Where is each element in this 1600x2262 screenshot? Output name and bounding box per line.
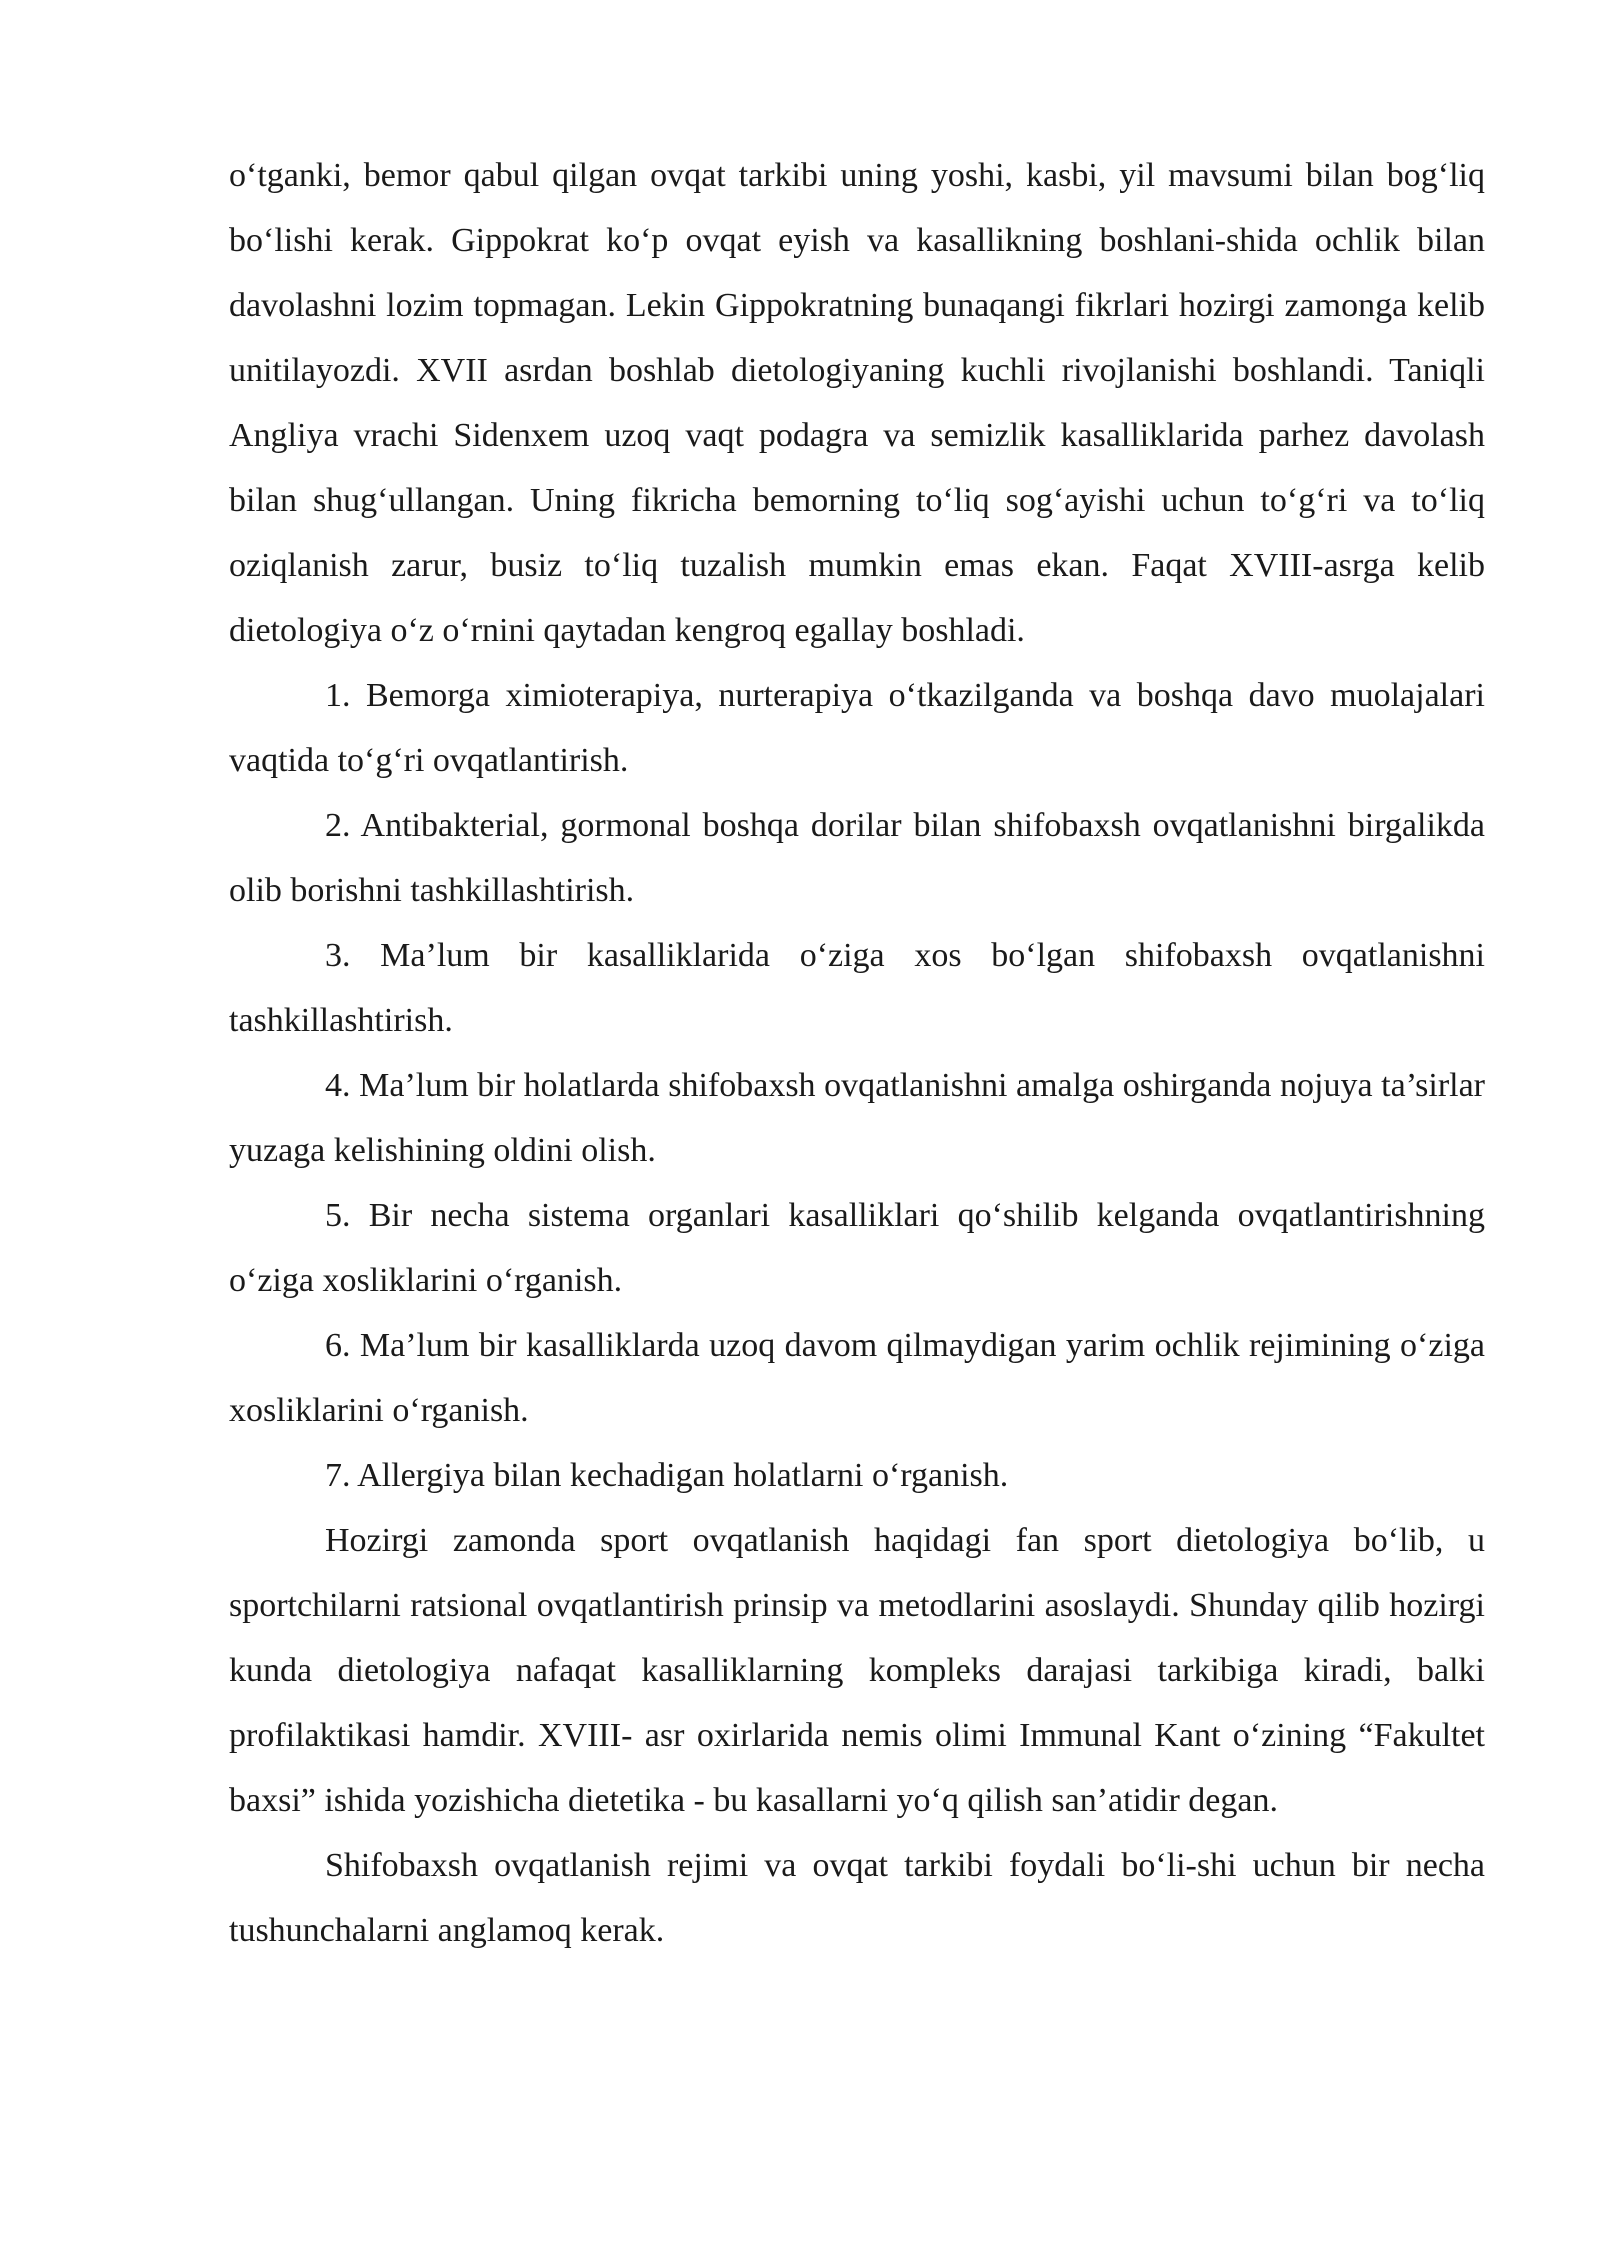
paragraph-history: o‘tganki, bemor qabul qilgan ovqat tarkibi uning yoshi, kasbi, yil mavsumi bilan bog‘liq bo‘lishi kerak. Gippokrat ko‘p ovqat eyish va kasallikning boshlani-shida ochlik bilan davolashni lozim topmagan. Lekin Gippokratning bunaqangi fikrlari hozirgi zamonga kelib unitilayozdi. XVII asrdan boshlab dietologiyaning kuchli rivojlanishi boshlandi. Taniqli Angliya vrachi Sidenxem uzoq vaqt podagra va semizlik kasalliklarida parhez davolash bilan shug‘ullangan. Uning fikricha bemorning to‘liq sog‘ayishi uchun to‘g‘ri va to‘liq oziqlanish zarur, busiz to‘liq tuzalish mumkin emas ekan. Faqat XVIII-asrga kelib dietologiya o‘z o‘rnini qaytadan kengroq egallay boshladi. bbox=[229, 157, 1485, 649]
list-item-1: 1. Bemorga ximioterapiya, nurterapiya o‘tkazilganda va boshqa davo muolajalari vaqtida to‘g‘ri ovqatlantirish. bbox=[229, 677, 1485, 779]
list-item-6: 6. Ma’lum bir kasalliklarda uzoq davom qilmaydigan yarim ochlik rejimining o‘ziga xosliklarini o‘rganish. bbox=[229, 1327, 1485, 1429]
paragraph-sport-dietology: Hozirgi zamonda sport ovqatlanish haqidagi fan sport dietologiya bo‘lib, u sportchilarni ratsional ovqatlantirish prinsip va metodlarini asoslaydi. Shunday qilib hozirgi kunda dietologiya nafaqat kasalliklarning kompleks darajasi tarkibiga kiradi, balki profilaktikasi hamdir. XVIII- asr oxirlarida nemis olimi Immunal Kant o‘zining “Fakultet baxsi” ishida yozishicha dietetika - bu kasallarni yo‘q qilish san’atidir degan. bbox=[229, 1522, 1485, 1819]
paragraph-conclusion: Shifobaxsh ovqatlanish rejimi va ovqat tarkibi foydali bo‘li-shi uchun bir necha tushunchalarni anglamoq kerak. bbox=[229, 1847, 1485, 1949]
list-item-2: 2. Antibakterial, gormonal boshqa dorilar bilan shifobaxsh ovqatlanishni birgalikda olib borishni tashkillashtirish. bbox=[229, 807, 1485, 909]
list-item-4: 4. Ma’lum bir holatlarda shifobaxsh ovqatlanishni amalga oshirganda nojuya ta’sirlar yuzaga kelishining oldini olish. bbox=[229, 1067, 1485, 1169]
list-item-3: 3. Ma’lum bir kasalliklarida o‘ziga xos bo‘lgan shifobaxsh ovqatlanishni tashkillashtirish. bbox=[229, 937, 1485, 1039]
list-item-7: 7. Allergiya bilan kechadigan holatlarni o‘rganish. bbox=[325, 1457, 1009, 1494]
list-item-5: 5. Bir necha sistema organlari kasalliklari qo‘shilib kelganda ovqatlantirishning o‘ziga xosliklarini o‘rganish. bbox=[229, 1197, 1485, 1299]
document-body bbox=[229, 143, 1485, 1963]
